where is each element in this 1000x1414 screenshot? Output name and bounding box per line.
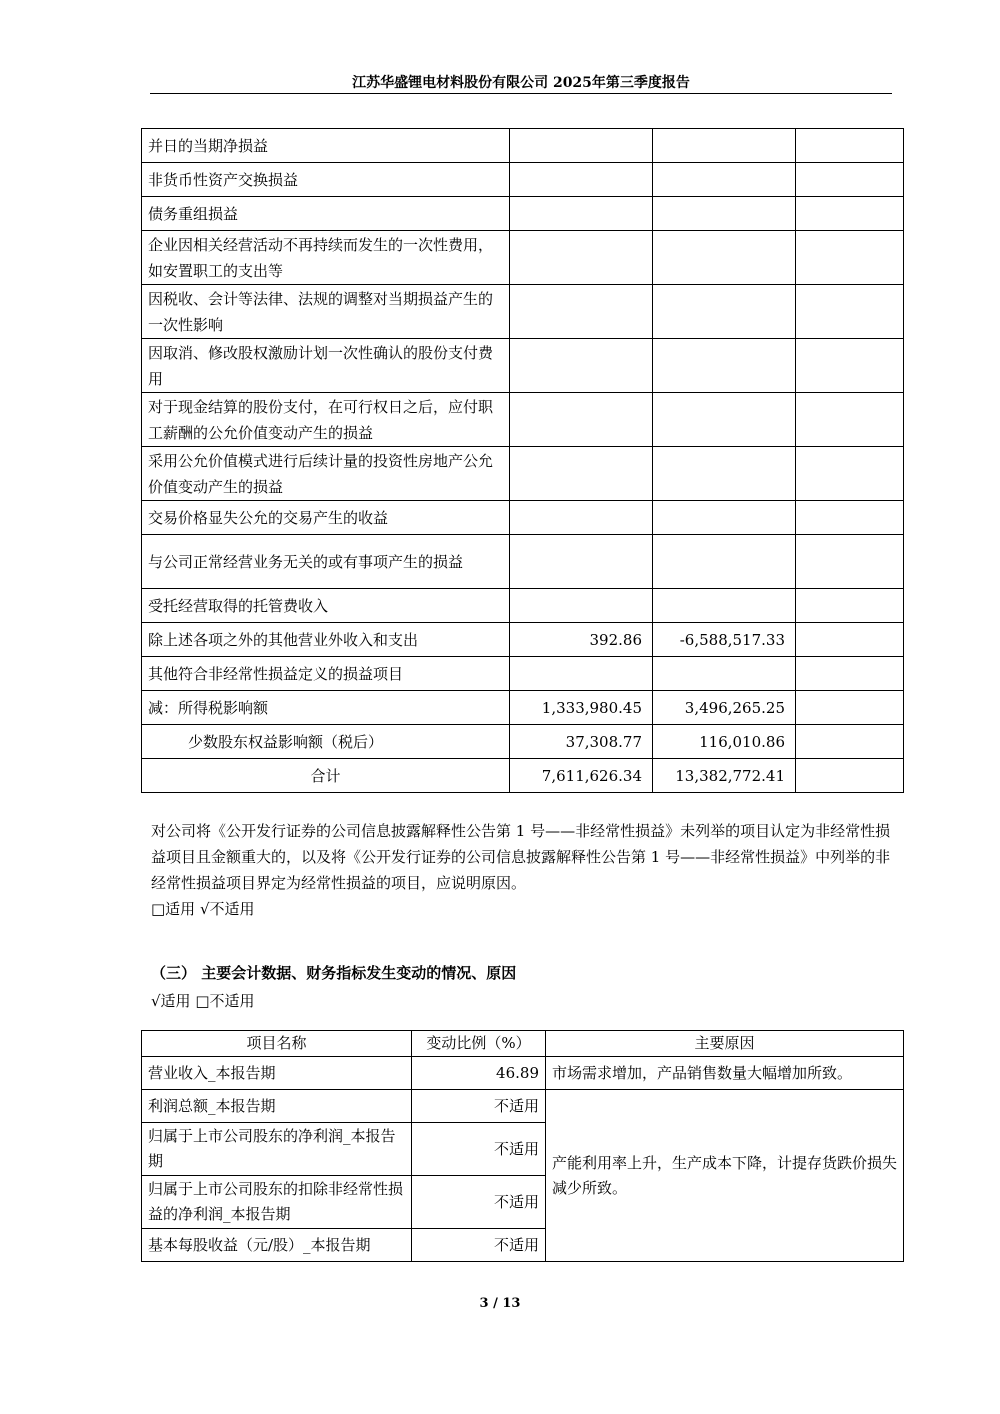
value-current-period — [510, 285, 653, 339]
value-current-period — [510, 447, 653, 501]
table-row — [142, 657, 904, 691]
section-options: √适用 □不适用 — [151, 992, 255, 1010]
value-note — [796, 231, 904, 285]
row-label: 合计 — [142, 759, 510, 793]
header-change-ratio: 变动比例（%） — [412, 1031, 546, 1057]
value-current-period — [510, 393, 653, 447]
table-row — [142, 691, 904, 725]
value-note — [796, 623, 904, 657]
value-current-period — [510, 657, 653, 691]
value-year-to-date: 13,382,772.41 — [653, 759, 796, 793]
section-title: （三） 主要会计数据、财务指标发生变动的情况、原因 — [151, 964, 517, 982]
value-year-to-date — [653, 231, 796, 285]
value-current-period — [510, 231, 653, 285]
value-current-period — [510, 197, 653, 231]
main-reason: 市场需求增加，产品销售数量大幅增加所致。 — [546, 1057, 904, 1090]
value-current-period — [510, 163, 653, 197]
table-row — [142, 623, 904, 657]
row-label: 少数股东权益影响额（税后） — [142, 725, 510, 759]
table-header-row — [142, 1031, 904, 1057]
value-note — [796, 447, 904, 501]
row-label: 并日的当期净损益 — [142, 129, 510, 163]
value-note — [796, 393, 904, 447]
value-year-to-date — [653, 129, 796, 163]
change-ratio: 不适用 — [412, 1090, 546, 1123]
value-year-to-date — [653, 447, 796, 501]
value-current-period: 7,611,626.34 — [510, 759, 653, 793]
value-current-period: 392.86 — [510, 623, 653, 657]
header-item-name: 项目名称 — [142, 1031, 412, 1057]
change-ratio: 46.89 — [412, 1057, 546, 1090]
table-row — [142, 129, 904, 163]
row-label: 企业因相关经营活动不再持续而发生的一次性费用，如安置职工的支出等 — [142, 231, 510, 285]
table-row — [142, 589, 904, 623]
header-divider — [150, 93, 892, 94]
value-note — [796, 501, 904, 535]
note-options: □适用 √不适用 — [151, 900, 255, 918]
table-row — [142, 1057, 904, 1090]
row-label: 非货币性资产交换损益 — [142, 163, 510, 197]
value-note — [796, 535, 904, 589]
table-row — [142, 197, 904, 231]
table-row — [142, 759, 904, 793]
value-note — [796, 589, 904, 623]
non-recurring-gains-table — [141, 128, 904, 793]
item-name: 营业收入_本报告期 — [142, 1057, 412, 1090]
change-ratio: 不适用 — [412, 1123, 546, 1176]
value-year-to-date — [653, 657, 796, 691]
report-header-title: 江苏华盛锂电材料股份有限公司 2025年第三季度报告 — [352, 75, 690, 91]
value-year-to-date — [653, 535, 796, 589]
explanation-note — [151, 818, 896, 922]
value-year-to-date — [653, 197, 796, 231]
value-note — [796, 759, 904, 793]
table-row — [142, 535, 904, 589]
value-current-period — [510, 589, 653, 623]
value-year-to-date — [653, 285, 796, 339]
row-label: 采用公允价值模式进行后续计量的投资性房地产公允价值变动产生的损益 — [142, 447, 510, 501]
row-label: 因税收、会计等法律、法规的调整对当期损益产生的一次性影响 — [142, 285, 510, 339]
value-note — [796, 725, 904, 759]
table-row — [142, 725, 904, 759]
table-row — [142, 285, 904, 339]
row-label: 交易价格显失公允的交易产生的收益 — [142, 501, 510, 535]
value-year-to-date — [653, 589, 796, 623]
item-name: 归属于上市公司股东的净利润_本报告期 — [142, 1123, 412, 1176]
change-ratio: 不适用 — [412, 1176, 546, 1229]
table-row — [142, 231, 904, 285]
value-year-to-date — [653, 163, 796, 197]
value-year-to-date — [653, 339, 796, 393]
main-reason-merged: 产能利用率上升，生产成本下降，计提存货跌价损失减少所致。 — [546, 1090, 904, 1262]
value-current-period — [510, 535, 653, 589]
item-name: 归属于上市公司股东的扣除非经常性损益的净利润_本报告期 — [142, 1176, 412, 1229]
page-number: 3 / 13 — [479, 1296, 521, 1311]
header-main-reason: 主要原因 — [546, 1031, 904, 1057]
table-row — [142, 393, 904, 447]
value-note — [796, 197, 904, 231]
value-note — [796, 163, 904, 197]
table-row — [142, 1090, 904, 1123]
row-label: 除上述各项之外的其他营业外收入和支出 — [142, 623, 510, 657]
row-label: 减：所得税影响额 — [142, 691, 510, 725]
value-year-to-date: -6,588,517.33 — [653, 623, 796, 657]
row-label: 其他符合非经常性损益定义的损益项目 — [142, 657, 510, 691]
value-note — [796, 129, 904, 163]
row-label: 与公司正常经营业务无关的或有事项产生的损益 — [142, 535, 510, 589]
note-text: 对公司将《公开发行证券的公司信息披露解释性公告第 1 号——非经常性损益》未列举的项目认定为非经常性损益项目且金额重大的，以及将《公开发行证券的公司信息披露解释性公告第 1 号——非经常性损益》中列举的非经常性损益项目界定为经常性损益的项目，应说明原因。 — [151, 822, 891, 892]
row-label: 因取消、修改股权激励计划一次性确认的股份支付费用 — [142, 339, 510, 393]
item-name: 利润总额_本报告期 — [142, 1090, 412, 1123]
value-note — [796, 657, 904, 691]
value-note — [796, 691, 904, 725]
item-name: 基本每股收益（元/股）_本报告期 — [142, 1229, 412, 1262]
value-current-period: 37,308.77 — [510, 725, 653, 759]
indicator-change-table — [141, 1030, 904, 1262]
table-row — [142, 163, 904, 197]
value-year-to-date — [653, 393, 796, 447]
value-year-to-date: 3,496,265.25 — [653, 691, 796, 725]
table-row — [142, 339, 904, 393]
value-year-to-date — [653, 501, 796, 535]
row-label: 受托经营取得的托管费收入 — [142, 589, 510, 623]
value-note — [796, 339, 904, 393]
value-current-period — [510, 501, 653, 535]
value-current-period: 1,333,980.45 — [510, 691, 653, 725]
value-year-to-date: 116,010.86 — [653, 725, 796, 759]
value-current-period — [510, 129, 653, 163]
change-ratio: 不适用 — [412, 1229, 546, 1262]
row-label: 债务重组损益 — [142, 197, 510, 231]
value-current-period — [510, 339, 653, 393]
table-row — [142, 501, 904, 535]
value-note — [796, 285, 904, 339]
row-label: 对于现金结算的股份支付，在可行权日之后，应付职工薪酬的公允价值变动产生的损益 — [142, 393, 510, 447]
table-row — [142, 447, 904, 501]
